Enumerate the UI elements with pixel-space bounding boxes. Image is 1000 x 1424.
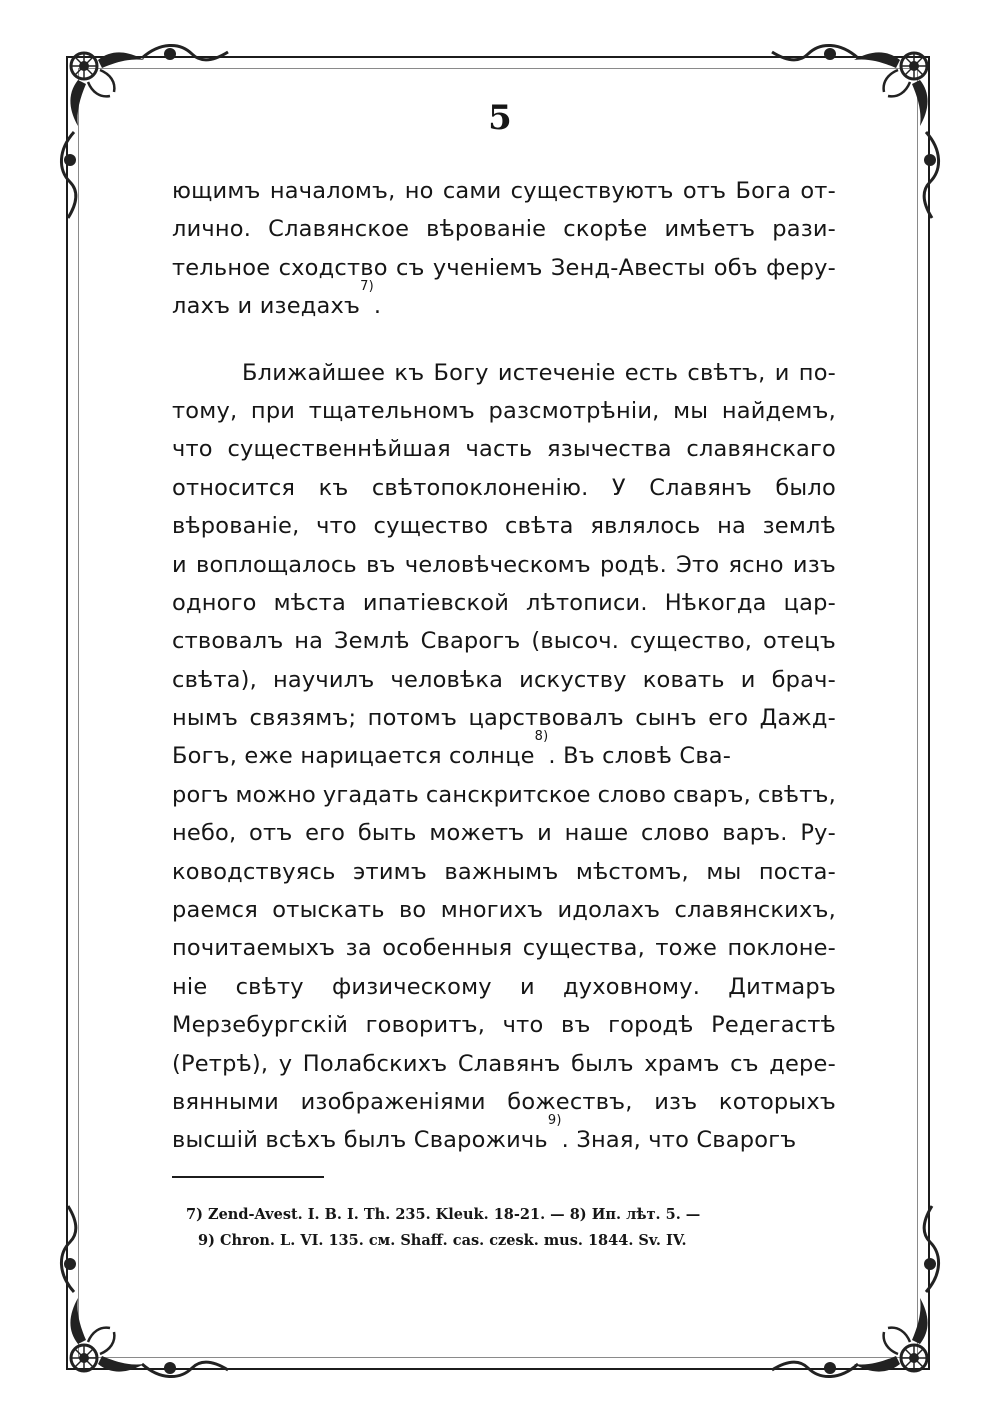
word: при — [250, 397, 296, 424]
footnote-ref: 9) — [547, 1113, 562, 1129]
word: есть — [624, 359, 679, 386]
word: вянными — [172, 1088, 279, 1115]
line-text: лахъ и изедахъ — [172, 293, 361, 320]
word: божествъ, — [507, 1088, 633, 1115]
word: объ — [713, 254, 758, 281]
word: отъ — [682, 178, 727, 204]
flourish-ornament-icon — [56, 130, 86, 220]
word: но — [404, 178, 434, 204]
word: на — [717, 513, 746, 540]
word: связямъ; — [249, 705, 357, 732]
word: слово — [597, 781, 667, 808]
word: существуютъ — [510, 178, 674, 204]
word: небо, — [172, 820, 237, 847]
word: Славянъ — [649, 474, 752, 501]
word: по- — [798, 359, 836, 386]
flourish-ornament-icon — [914, 130, 944, 220]
line-tail: . Зная, что Сварогъ — [561, 1127, 797, 1154]
word: важнымъ — [444, 858, 559, 885]
word: дере- — [769, 1050, 836, 1077]
word: свѣтопоклоненію. — [371, 474, 589, 501]
word: разсмотрѣніи, — [488, 397, 660, 424]
word: и — [537, 820, 552, 847]
text-line — [172, 354, 836, 392]
word: изъ — [792, 551, 836, 578]
word: рогъ — [172, 781, 229, 808]
word: Славянъ — [457, 1050, 561, 1077]
text-line — [172, 699, 836, 737]
word: Редегастѣ — [711, 1012, 836, 1039]
word: городѣ — [608, 1012, 694, 1039]
word: лично. — [172, 216, 252, 243]
word: за — [345, 935, 372, 962]
text-line — [172, 507, 836, 545]
word: отъ — [249, 820, 293, 847]
word: лѣтописи. — [526, 589, 648, 616]
word: слово — [641, 820, 710, 847]
word: поклоне- — [727, 935, 836, 962]
text-line — [172, 622, 836, 660]
word: мы — [673, 397, 709, 424]
text-line — [172, 279, 836, 325]
word: ученіемъ — [432, 254, 543, 281]
line-text: высшій всѣхъ былъ Сварожичь — [172, 1127, 548, 1154]
word: мѣстомъ, — [575, 858, 689, 885]
text-line — [172, 469, 836, 507]
word: Дажд- — [759, 705, 836, 732]
word: Зенд-Авесты — [550, 254, 706, 281]
word: тому, — [172, 397, 238, 424]
word: ясно — [728, 551, 784, 578]
text-line — [172, 853, 836, 891]
word: человѣческомъ — [404, 551, 591, 578]
word: на — [294, 628, 324, 655]
word: существо — [373, 513, 489, 540]
body-text — [172, 172, 836, 1160]
word: изъ — [654, 1088, 698, 1115]
word: его — [305, 820, 346, 847]
word: человѣка — [390, 666, 504, 693]
word: Мерзебургскій — [172, 1012, 349, 1039]
text-line — [172, 814, 836, 852]
word: раемся — [172, 897, 258, 924]
text-line — [172, 1006, 836, 1044]
word: тоже — [655, 935, 718, 962]
word: Это — [676, 551, 720, 578]
word: въ — [560, 1012, 591, 1039]
corner-ornament-icon — [58, 1296, 146, 1384]
text-line — [172, 1045, 836, 1083]
word: Землѣ — [334, 628, 410, 655]
word: славянскихъ, — [674, 897, 836, 924]
paragraph — [172, 354, 836, 1160]
text-line — [172, 249, 836, 287]
word: ющимъ — [172, 178, 261, 204]
word: ніе — [172, 973, 208, 1000]
word: Бога — [735, 178, 792, 204]
word: ствовалъ — [172, 628, 284, 655]
word: говоритъ, — [365, 1012, 486, 1039]
word: свѣту — [235, 973, 304, 1000]
word: ководствуясь — [172, 858, 336, 885]
word: Славянское — [268, 216, 410, 243]
word: имѣетъ — [664, 216, 756, 243]
word: началомъ, — [269, 178, 396, 204]
word: было — [775, 474, 836, 501]
word: скорѣе — [563, 216, 648, 243]
word: мѣста — [273, 589, 346, 616]
line-tail: . — [373, 293, 382, 320]
word: царствовалъ — [468, 705, 624, 732]
paragraph — [172, 172, 836, 326]
word: являлось — [590, 513, 701, 540]
word: истеченіе — [497, 359, 616, 386]
text-line — [172, 546, 836, 584]
word: феру- — [766, 254, 836, 281]
footnote-divider — [172, 1176, 324, 1178]
word: свѣта), — [172, 666, 257, 693]
flourish-ornament-icon — [770, 1352, 860, 1382]
word: существеннѣйшая — [227, 436, 451, 463]
word: Сварогъ — [420, 628, 521, 655]
word: наше — [564, 820, 629, 847]
text-line — [172, 1113, 836, 1159]
word: варъ. — [722, 820, 788, 847]
word: славянскаго — [686, 436, 836, 463]
flourish-ornament-icon — [140, 40, 230, 70]
footnote-line: 9) Chron. L. VI. 135. см. Shaff. cas. czesk. mus. 1844. Sv. IV. — [198, 1232, 687, 1249]
corner-ornament-icon — [852, 1296, 940, 1384]
word: научилъ — [273, 666, 375, 693]
word: от- — [800, 178, 836, 204]
word: у — [278, 1050, 293, 1077]
word: что — [172, 436, 213, 463]
word: тщательномъ — [308, 397, 475, 424]
word: брач- — [771, 666, 836, 693]
word: и — [519, 973, 535, 1000]
word: относится — [172, 474, 296, 501]
word: этимъ — [353, 858, 427, 885]
word: свѣтъ, — [757, 781, 836, 808]
word: ковать — [642, 666, 725, 693]
word: особенныя — [382, 935, 513, 962]
footnotes — [186, 1202, 836, 1254]
word: отыскать — [272, 897, 385, 924]
word: вѣрованіе — [426, 216, 547, 243]
word: язычества — [547, 436, 672, 463]
word: (Ретрѣ), — [172, 1050, 269, 1077]
word: и — [172, 551, 187, 578]
word: Ру- — [800, 820, 836, 847]
word: духовному. — [562, 973, 701, 1000]
word: (высоч. — [531, 628, 620, 655]
word: существа, — [522, 935, 645, 962]
word: можетъ — [429, 820, 525, 847]
word: былъ — [571, 1050, 634, 1077]
word: У — [611, 474, 626, 501]
word: вѣрованіе, — [172, 513, 300, 540]
word: Нѣкогда — [664, 589, 767, 616]
text-line — [172, 661, 836, 699]
word: и — [740, 666, 756, 693]
word: санскритское — [425, 781, 591, 808]
word: физическому — [331, 973, 492, 1000]
word: съ — [730, 1050, 759, 1077]
flourish-ornament-icon — [770, 40, 860, 70]
word: и — [774, 359, 790, 386]
footnote-ref: 7) — [360, 279, 374, 295]
word: существо, — [629, 628, 753, 655]
line-text: Богъ, еже нарицается солнце — [172, 743, 535, 770]
word: многихъ — [440, 897, 544, 924]
word: сваръ, — [673, 781, 751, 808]
word: сами — [442, 178, 502, 204]
word: цар- — [783, 589, 836, 616]
word: родѣ. — [600, 551, 667, 578]
text-line — [172, 584, 836, 622]
text-line — [172, 929, 836, 967]
word: можно — [235, 781, 316, 808]
word: потомъ — [367, 705, 458, 732]
word: къ — [394, 359, 425, 386]
word: быть — [357, 820, 417, 847]
word: которыхъ — [718, 1088, 836, 1115]
word: почитаемыхъ — [172, 935, 336, 962]
flourish-ornament-icon — [56, 1204, 86, 1294]
word: часть — [465, 436, 533, 463]
word: Дитмаръ — [728, 973, 836, 1000]
word: его — [708, 705, 749, 732]
word: къ — [318, 474, 349, 501]
flourish-ornament-icon — [914, 1204, 944, 1294]
footnote-ref: 8) — [534, 729, 549, 745]
line-tail: . Въ словѣ Сва- — [548, 743, 732, 770]
text-line — [172, 776, 836, 814]
page-number: 5 — [488, 98, 512, 138]
word: воплощалось — [196, 551, 357, 578]
word: тельное — [172, 254, 271, 281]
word: свѣтъ, — [687, 359, 766, 386]
word: сынъ — [635, 705, 697, 732]
footnote-line: 7) Zend-Avest. I. B. I. Th. 235. Kleuk. 18-21. — 8) Ип. лѣт. 5. — — [186, 1206, 701, 1223]
text-line — [172, 392, 836, 430]
word: Ближайшее — [242, 359, 386, 386]
text-line — [172, 210, 836, 248]
word: поста- — [758, 858, 836, 885]
word: что — [502, 1012, 544, 1039]
word: Богу — [433, 359, 489, 386]
word: что — [316, 513, 357, 540]
word: мы — [706, 858, 742, 885]
word: храмъ — [644, 1050, 720, 1077]
flourish-ornament-icon — [140, 1352, 230, 1382]
word: искуству — [519, 666, 627, 693]
word: найдемъ, — [721, 397, 836, 424]
word: сходство — [278, 254, 388, 281]
word: во — [398, 897, 427, 924]
word: ипатіевской — [362, 589, 510, 616]
text-line — [172, 729, 836, 775]
word: нымъ — [172, 705, 239, 732]
text-line — [172, 172, 836, 210]
word: изображеніями — [300, 1088, 486, 1115]
text-line — [172, 430, 836, 468]
word: одного — [172, 589, 257, 616]
word: землѣ — [762, 513, 836, 540]
text-line — [172, 891, 836, 929]
text-line — [172, 1083, 836, 1121]
word: въ — [366, 551, 396, 578]
word: Полабскихъ — [302, 1050, 448, 1077]
word: рази- — [772, 216, 836, 243]
word: свѣта — [505, 513, 574, 540]
word: отецъ — [762, 628, 836, 655]
text-line — [172, 968, 836, 1006]
word: угадать — [322, 781, 419, 808]
word: идолахъ — [557, 897, 661, 924]
word: съ — [395, 254, 425, 281]
